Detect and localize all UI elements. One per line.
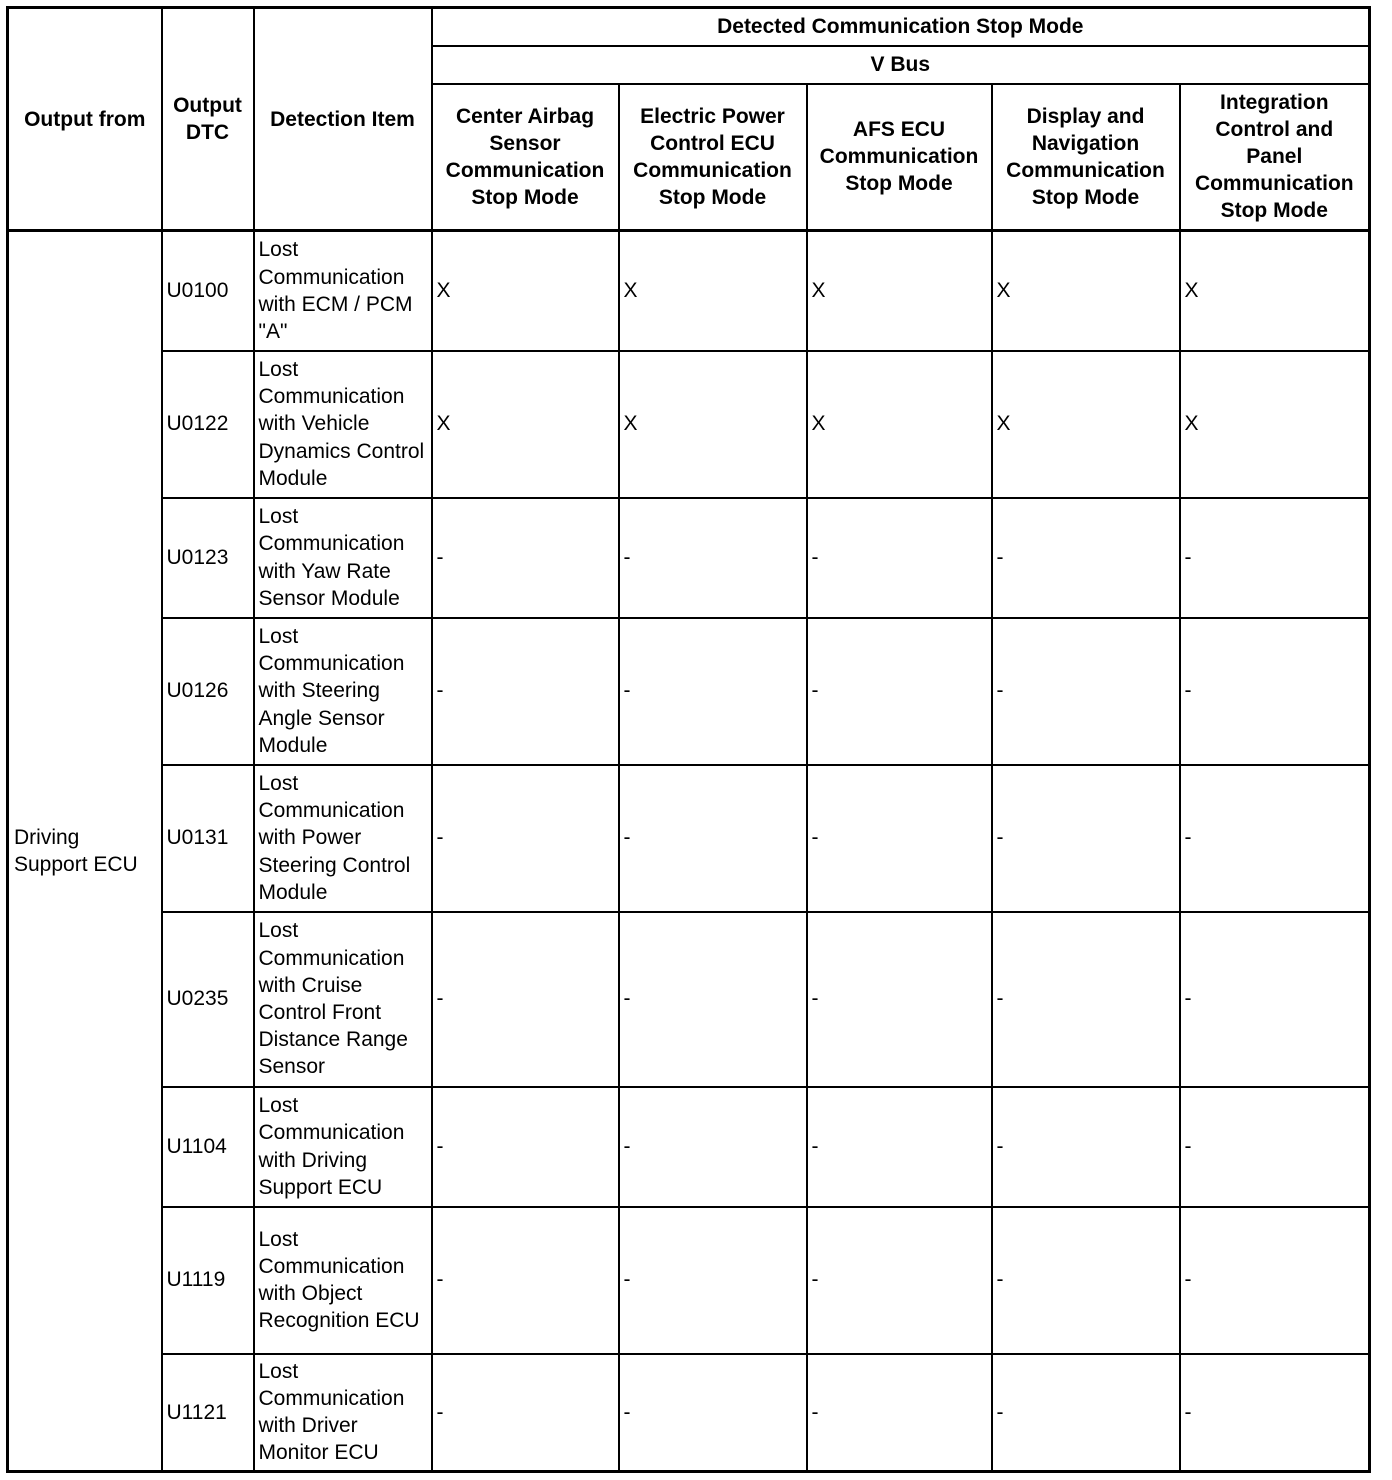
- table-row: [8, 351, 1370, 498]
- header-output-dtc: [162, 8, 254, 231]
- mode-value: -: [432, 618, 619, 765]
- mode-value: X: [619, 351, 807, 498]
- mode-value: X: [807, 231, 992, 351]
- mode-value: -: [432, 498, 619, 618]
- table-row: [8, 1087, 1370, 1207]
- dtc-code: U0123: [162, 498, 254, 618]
- mode-value: X: [992, 231, 1180, 351]
- header-detected-communication-stop-mode: Detected Communication Stop Mode: [432, 8, 1370, 46]
- mode-value: -: [807, 498, 992, 618]
- mode-value: -: [992, 618, 1180, 765]
- table-row: [8, 912, 1370, 1087]
- table-row: [8, 618, 1370, 765]
- mode-value: X: [432, 231, 619, 351]
- dtc-communication-stop-table: [6, 6, 1371, 1473]
- mode-value: -: [619, 912, 807, 1087]
- mode-value: -: [1180, 1087, 1370, 1207]
- header-center-airbag-sensor-mode: Center Airbag Sensor Communication Stop Mode: [432, 84, 619, 231]
- mode-value: -: [432, 1354, 619, 1472]
- mode-value: -: [807, 618, 992, 765]
- mode-value: -: [432, 912, 619, 1087]
- mode-value: -: [807, 1354, 992, 1472]
- mode-value: -: [807, 765, 992, 912]
- mode-value: -: [1180, 912, 1370, 1087]
- mode-value: -: [619, 498, 807, 618]
- detection-item: Lost Communication with Power Steering Control Module: [254, 765, 432, 912]
- detection-item: Lost Communication with Driver Monitor ECU: [254, 1354, 432, 1472]
- mode-value: -: [807, 912, 992, 1087]
- mode-value: X: [1180, 351, 1370, 498]
- dtc-code: U0100: [162, 231, 254, 351]
- mode-value: -: [619, 1207, 807, 1354]
- dtc-code: U0235: [162, 912, 254, 1087]
- detection-item: Lost Communication with Object Recognition ECU: [254, 1207, 432, 1354]
- mode-value: -: [432, 765, 619, 912]
- mode-value: -: [619, 618, 807, 765]
- mode-value: -: [432, 1087, 619, 1207]
- output-from-cell: Driving Support ECU: [8, 231, 162, 1472]
- mode-value: -: [992, 498, 1180, 618]
- header-v-bus: V Bus: [432, 46, 1370, 84]
- detection-item: Lost Communication with Yaw Rate Sensor Module: [254, 498, 432, 618]
- detection-item: Lost Communication with Steering Angle Sensor Module: [254, 618, 432, 765]
- mode-value: -: [992, 1354, 1180, 1472]
- mode-value: -: [992, 1087, 1180, 1207]
- dtc-code: U1104: [162, 1087, 254, 1207]
- header-integration-control-panel-mode: Integration Control and Panel Communication Stop Mode: [1180, 84, 1370, 231]
- header-detection-item: Detection Item: [254, 8, 432, 231]
- header-electric-power-control-ecu-mode: Electric Power Control ECU Communication Stop Mode: [619, 84, 807, 231]
- mode-value: -: [619, 1087, 807, 1207]
- mode-value: -: [992, 912, 1180, 1087]
- table-row: [8, 765, 1370, 912]
- table-row: [8, 231, 1370, 351]
- mode-value: -: [619, 765, 807, 912]
- detection-item: Lost Communication with Vehicle Dynamics Control Module: [254, 351, 432, 498]
- detection-item: Lost Communication with ECM / PCM "A": [254, 231, 432, 351]
- table-row: [8, 498, 1370, 618]
- header-display-navigation-mode: Display and Navigation Communication Stop Mode: [992, 84, 1180, 231]
- detection-item: Lost Communication with Cruise Control Front Distance Range Sensor: [254, 912, 432, 1087]
- mode-value: X: [432, 351, 619, 498]
- mode-value: -: [1180, 1354, 1370, 1472]
- mode-value: -: [432, 1207, 619, 1354]
- mode-value: X: [807, 351, 992, 498]
- dtc-code: U0131: [162, 765, 254, 912]
- dtc-code: U1121: [162, 1354, 254, 1472]
- mode-value: -: [992, 1207, 1180, 1354]
- mode-value: -: [1180, 1207, 1370, 1354]
- detection-item: Lost Communication with Driving Support ECU: [254, 1087, 432, 1207]
- dtc-code: U0122: [162, 351, 254, 498]
- mode-value: X: [992, 351, 1180, 498]
- table-row: [8, 1207, 1370, 1354]
- mode-value: X: [619, 231, 807, 351]
- mode-value: -: [1180, 618, 1370, 765]
- dtc-code: U1119: [162, 1207, 254, 1354]
- mode-value: -: [1180, 498, 1370, 618]
- header-afs-ecu-mode: AFS ECU Communication Stop Mode: [807, 84, 992, 231]
- mode-value: -: [807, 1207, 992, 1354]
- mode-value: -: [619, 1354, 807, 1472]
- dtc-code: U0126: [162, 618, 254, 765]
- header-output-dtc-label: Output DTC: [173, 94, 242, 144]
- mode-value: -: [992, 765, 1180, 912]
- mode-value: -: [1180, 765, 1370, 912]
- mode-value: X: [1180, 231, 1370, 351]
- header-output-from: Output from: [8, 8, 162, 231]
- table-row: [8, 1354, 1370, 1472]
- mode-value: -: [807, 1087, 992, 1207]
